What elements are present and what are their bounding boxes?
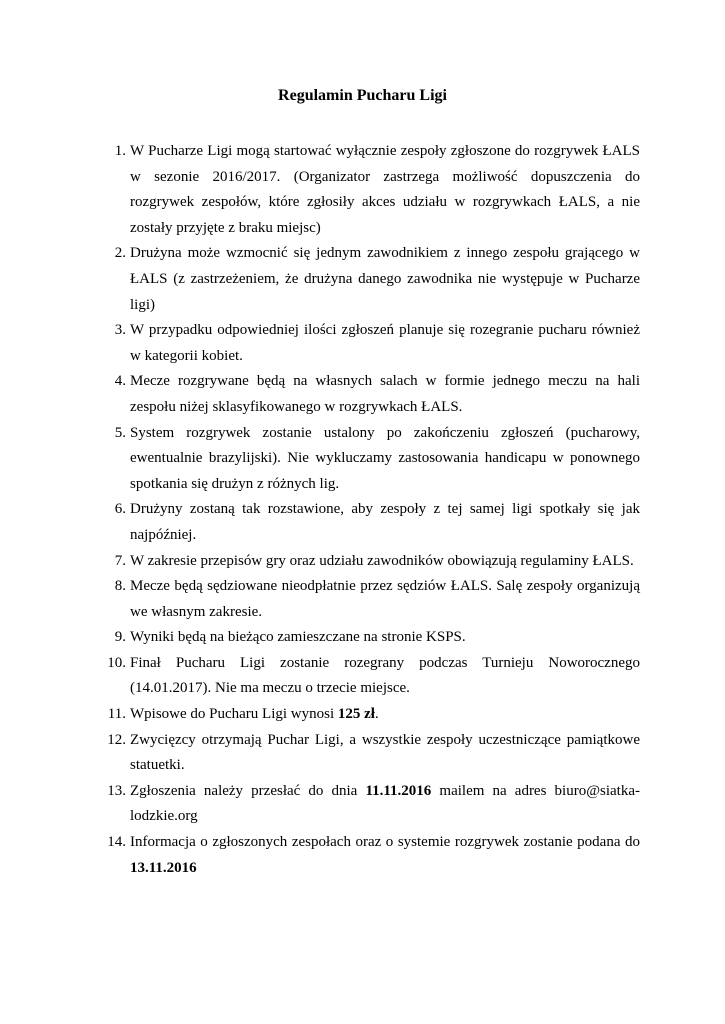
list-item bbox=[98, 574, 640, 625]
list-item bbox=[98, 779, 640, 830]
list-item bbox=[98, 702, 640, 728]
list-item-text: Drużyna może wzmocnić się jednym zawodnikiem z innego zespołu grającego w ŁALS (z zastrzeżeniem, że drużyna danego zawodnika nie występuje w Pucharze ligi) bbox=[130, 245, 640, 313]
list-item-text: Drużyny zostaną tak rozstawione, aby zespoły z tej samej ligi spotkały się jak najpóźniej. bbox=[130, 501, 640, 543]
list-item bbox=[98, 318, 640, 369]
list-item-text: Wyniki będą na bieżąco zamieszczane na stronie KSPS. bbox=[130, 629, 466, 646]
list-item-text bbox=[130, 779, 640, 830]
text-segment: Zgłoszenia należy przesłać do dnia bbox=[130, 782, 366, 799]
list-item bbox=[98, 728, 640, 779]
list-item bbox=[98, 421, 640, 498]
entry-fee-amount: 125 zł bbox=[337, 706, 375, 723]
list-item-text bbox=[130, 702, 640, 728]
list-item-text: Finał Pucharu Ligi zostanie rozegrany podczas Turnieju Noworocznego (14.01.2017). Nie ma meczu o trzecie miejsce. bbox=[130, 654, 640, 697]
list-item-number: 7. bbox=[114, 552, 126, 569]
list-item-number: 13. bbox=[107, 782, 126, 799]
list-item bbox=[98, 625, 640, 651]
list-item bbox=[98, 549, 640, 575]
list-item bbox=[98, 139, 640, 241]
list-item bbox=[98, 241, 640, 318]
rules-list bbox=[98, 139, 640, 881]
text-segment: Wpisowe do Pucharu Ligi wynosi bbox=[130, 706, 338, 723]
list-item-number: 4. bbox=[114, 373, 126, 390]
list-item-number: 6. bbox=[114, 501, 126, 518]
list-item-text: System rozgrywek zostanie ustalony po zakończeniu zgłoszeń (pucharowy, ewentualnie brazylijski). Nie wykluczamy zastosowania handicapu w ponownego spotkania się drużyn z różnych lig. bbox=[130, 424, 640, 492]
text-segment: . bbox=[374, 706, 379, 723]
list-item bbox=[98, 830, 640, 881]
list-item-text: W zakresie przepisów gry oraz udziału zawodników obowiązują regulaminy ŁALS. bbox=[130, 552, 634, 569]
list-item-text: Zwycięzcy otrzymają Puchar Ligi, a wszystkie zespoły uczestniczące pamiątkowe statuetki. bbox=[130, 731, 640, 774]
text-segment: Informacja o zgłoszonych zespołach oraz o systemie rozgrywek zostanie podana do bbox=[130, 834, 640, 851]
page-title: Regulamin Pucharu Ligi bbox=[278, 87, 447, 104]
list-item-text: W Pucharze Ligi mogą startować wyłącznie zespoły zgłoszone do rozgrywek ŁALS w sezonie 2016/2017. (Organizator zastrzega możliwość dopuszczenia do rozgrywek zespołów, które zgłosiły akces udziału w rozgrywkach ŁALS, a nie zostały przyjęte z braku miejsc) bbox=[130, 143, 640, 236]
list-item-number: 10. bbox=[107, 654, 126, 671]
list-item-number: 5. bbox=[114, 424, 126, 441]
list-item bbox=[98, 369, 640, 420]
list-item-number: 11. bbox=[107, 706, 126, 723]
list-item-number: 12. bbox=[107, 731, 126, 748]
announcement-date: 13.11.2016 bbox=[130, 859, 197, 876]
list-item-number: 14. bbox=[107, 834, 126, 851]
list-item bbox=[98, 651, 640, 702]
registration-deadline-date: 11.11.2016 bbox=[365, 782, 432, 799]
list-item-text: W przypadku odpowiedniej ilości zgłoszeń planuje się rozegranie pucharu również w kategorii kobiet. bbox=[130, 322, 640, 364]
list-item-number: 9. bbox=[114, 629, 126, 646]
list-item-text: Mecze rozgrywane będą na własnych salach w formie jednego meczu na hali zespołu niżej sklasyfikowanego w rozgrywkach ŁALS. bbox=[130, 373, 640, 415]
list-item-number: 8. bbox=[114, 578, 126, 595]
text-segment: mailem na adres biuro@siatka-lodzkie.org bbox=[130, 782, 640, 825]
list-item-text bbox=[130, 830, 640, 881]
list-item-number: 1. bbox=[114, 143, 126, 159]
list-item-text: Mecze będą sędziowane nieodpłatnie przez sędziów ŁALS. Salę zespoły organizują we własnym zakresie. bbox=[130, 578, 640, 620]
list-item-number: 3. bbox=[114, 322, 126, 339]
list-item-number: 2. bbox=[114, 245, 126, 262]
list-item bbox=[98, 497, 640, 548]
